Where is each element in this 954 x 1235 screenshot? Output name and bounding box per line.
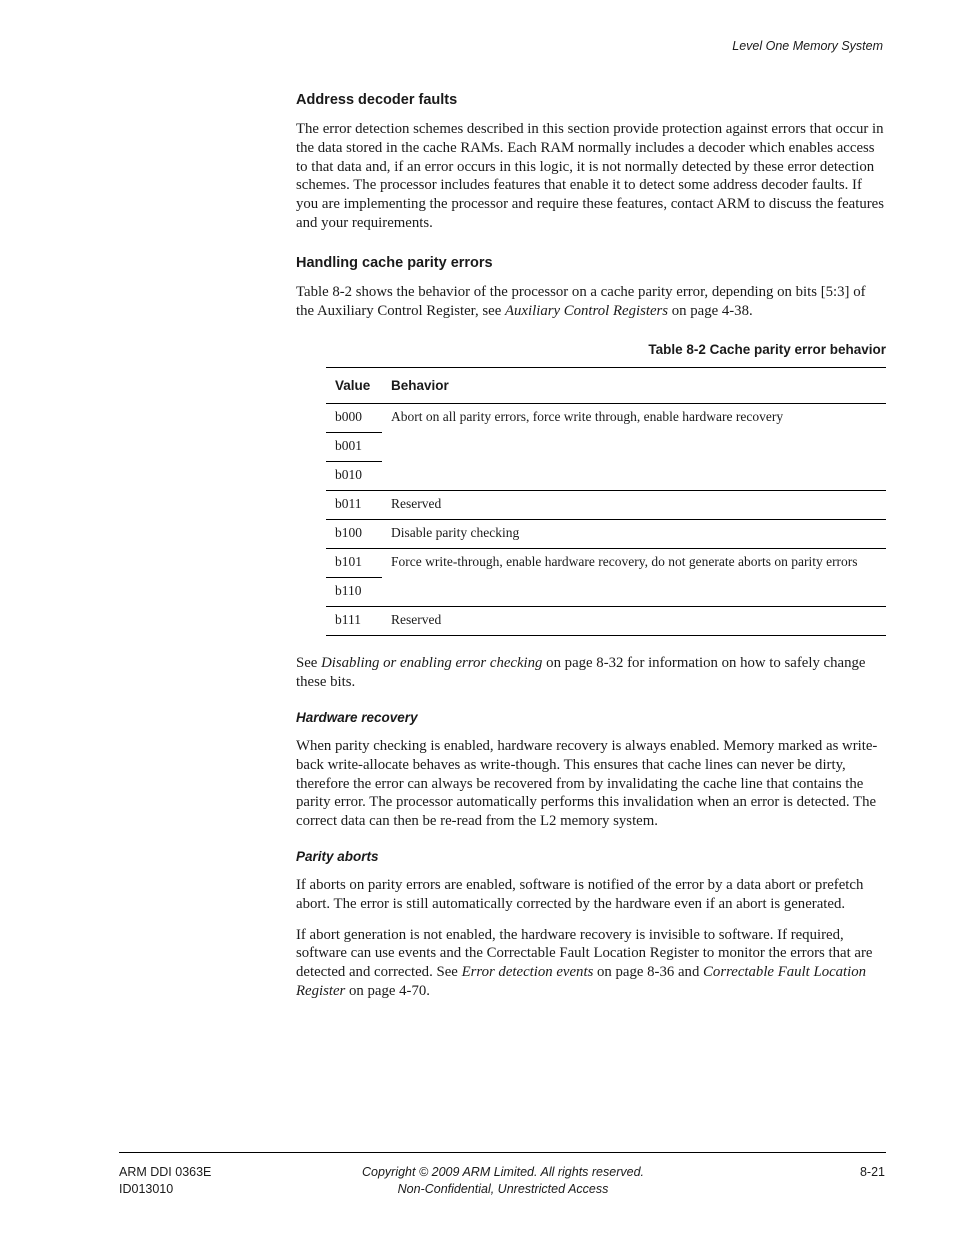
parity-aborts-text-c: on page 4-70.	[345, 982, 430, 999]
parity-aborts-paragraph-1: If aborts on parity errors are enabled, software is notified of the error by a data abort or prefetch abort. The error is still automatically corrected by the hardware even if an abort is generated.	[296, 876, 864, 912]
address-decoder-paragraph: The error detection schemes described in this section provide protection against errors that occur in the data stored in the cache RAMs. Each RAM normally includes a decoder which enables access to that data and, if an error occurs in this logic, it is not normally detected by these error detection schemes. The processor includes features that enable it to detect some address decoder faults. If you are implementing the processor and require these features, contact ARM to discuss the features and your requirements.	[296, 121, 884, 231]
table-row	[326, 549, 886, 578]
behavior-cell: Abort on all parity errors, force write through, enable hardware recovery	[391, 409, 784, 425]
parity-aborts-text-b: on page 8-36 and	[593, 964, 704, 981]
parity-aborts-text-a: If abort generation is not enabled, the hardware recovery is invisible to software. If required, software can use events and the Correctable Fault Location Register to monitor the errors that are detected and corrected. See	[296, 926, 873, 981]
behavior-cell: Reserved	[382, 607, 886, 636]
table-row	[326, 491, 886, 520]
value-cell: b010	[326, 462, 382, 491]
running-header: Level One Memory System	[732, 39, 883, 53]
table-header-row	[326, 368, 886, 404]
behavior-cell: Reserved	[382, 491, 886, 520]
behavior-cell: Force write-through, enable hardware recovery, do not generate aborts on parity errors	[382, 549, 886, 607]
column-header-value: Value	[326, 368, 382, 404]
cache-parity-table	[326, 367, 886, 636]
hardware-recovery-paragraph: When parity checking is enabled, hardware recovery is always enabled. Memory marked as write-back write-allocate behaves as write-though. This ensures that cache lines can never be dirty, therefore the error can always be recovered from by invalidating the cache line that contains the parity error. The processor automatically performs this invalidation when an error is detected. The correct data can then be re-read from the L2 memory system.	[296, 737, 878, 830]
parity-intro-text-a: Table 8-2 shows the behavior of the processor on a cache parity error, depending on bits [5:3] of the Auxiliary Control Register, see	[296, 283, 866, 319]
parity-intro-text-b: on page 4-38.	[668, 302, 753, 319]
footer-doc-id: ARM DDI 0363E	[119, 1165, 212, 1179]
footer-page-number: 8-21	[859, 1165, 885, 1179]
parity-intro-paragraph	[296, 283, 886, 321]
table-caption: Table 8-2 Cache parity error behavior	[648, 342, 886, 358]
after-table-text-post: on page 8-32 for information on how to safely change these bits.	[296, 655, 866, 691]
value-cell: b110	[326, 578, 382, 607]
footer-center	[0, 1164, 954, 1198]
after-table-paragraph	[296, 654, 886, 692]
error-detection-events-link[interactable]: Error detection events	[461, 964, 594, 981]
after-table-text-pre: See	[296, 655, 322, 672]
value-cell: b100	[326, 520, 382, 549]
value-cell: b101	[326, 549, 382, 578]
parity-aborts-paragraph-2	[296, 926, 886, 1001]
auxiliary-control-registers-link[interactable]: Auxiliary Control Registers	[505, 302, 669, 319]
footer-access: Non-Confidential, Unrestricted Access	[397, 1182, 609, 1196]
section-heading-handling-cache-parity-errors: Handling cache parity errors	[296, 254, 493, 271]
table-row	[326, 607, 886, 636]
behavior-cell: Disable parity checking	[382, 520, 886, 549]
footer-issue-id: ID013010	[119, 1182, 174, 1196]
footer-divider	[119, 1152, 886, 1153]
value-cell: b011	[326, 491, 382, 520]
correctable-fault-location-register-link[interactable]: Correctable Fault Location Register	[296, 964, 867, 999]
subheading-hardware-recovery: Hardware recovery	[296, 709, 418, 725]
table-row	[326, 404, 886, 433]
value-cell: b001	[326, 433, 382, 462]
subheading-parity-aborts: Parity aborts	[296, 848, 379, 864]
column-header-behavior: Behavior	[382, 368, 886, 404]
page-content	[296, 92, 886, 1013]
disabling-enabling-error-checking-link[interactable]: Disabling or enabling error checking	[321, 655, 543, 672]
value-cell: b000	[335, 409, 362, 425]
table-row	[326, 520, 886, 549]
footer-copyright: Copyright © 2009 ARM Limited. All rights reserved.	[361, 1165, 644, 1179]
value-cell: b111	[326, 607, 382, 636]
section-heading-address-decoder-faults: Address decoder faults	[296, 92, 458, 108]
